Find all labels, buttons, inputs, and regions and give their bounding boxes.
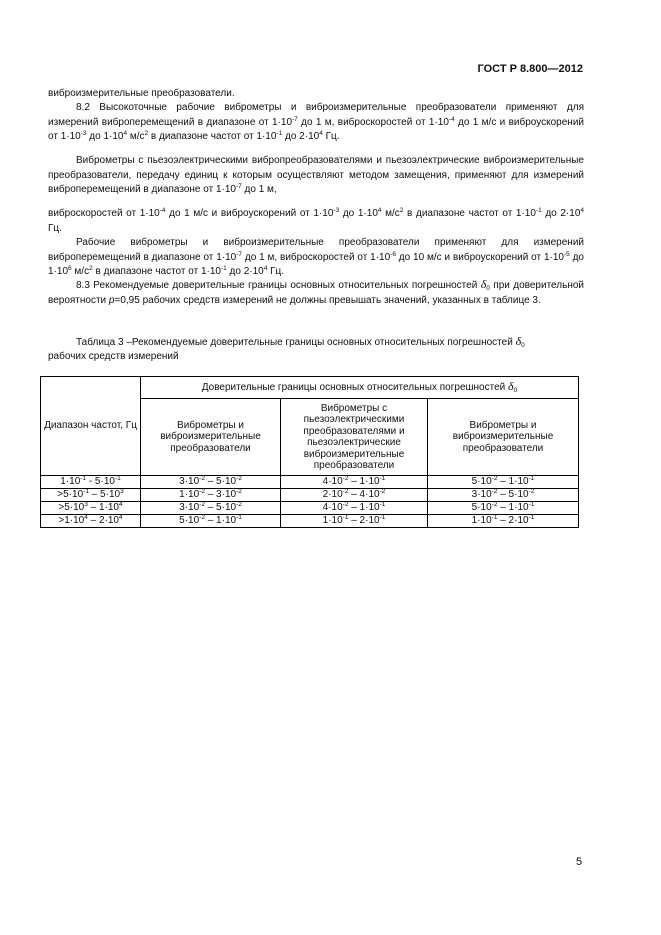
paragraph-8-2: 8.2 Высокоточные рабочие виброметры и виброизмерительные преобразователи применяют для измерений виброперемещений в диапазоне от $1\cdot 10^{-7}$ до 1 м, виброскоростей от $1\cdot 10^{-4}$ до 1 м/с и виброускорений от $1\cdot 10^{-3}$ до $1\cdot 10^4$ $м/с^2$ в диапазоне частот от $1\cdot 10^{-1}$ до $2\cdot 10^4$ Гц. — [48, 102, 584, 143]
header-col-1: Виброметры и виброизмерительные преобразователи — [141, 399, 281, 476]
cell-value: $3\cdot 10^{-2} - 5\cdot 10^{-2}$ — [141, 502, 281, 515]
cell-value: $5\cdot 10^{-2} - 1\cdot 10^{-1}$ — [428, 502, 579, 515]
cell-frequency-range: $>1\cdot 10^4 - 2\cdot 10^4$ — [41, 515, 141, 528]
table-caption: Таблица 3 –Рекомендуемые доверительные границы основных относительных погрешностей $\delta_0$ — [76, 334, 525, 349]
cell-value: $1\cdot 10^{-1} - 2\cdot 10^{-1}$ — [281, 515, 428, 528]
header-group: Доверительные границы основных относительных погрешностей $\delta_0$ — [141, 377, 579, 399]
paragraph-working: Рабочие виброметры и виброизмерительные преобразователи применяют для измерений виброперемещений в диапазоне от $1\cdot 10^{-7}$ до 1 м, виброскоростей от $1\cdot 10^{-6}$ до 10 м/с и виброускорений от $1\cdot 10^{-5}$ до $1\cdot 10^6$ $м/с^2$ в диапазоне частот от $1\cdot 10^{-1}$ до $2\cdot 10^4$ Гц. — [48, 237, 584, 278]
cell-value: $4\cdot 10^{-2} - 1\cdot 10^{-1}$ — [281, 476, 428, 489]
cell-value: $4\cdot 10^{-2} - 1\cdot 10^{-1}$ — [281, 502, 428, 515]
table-3 — [40, 376, 579, 528]
cell-value: $3\cdot 10^{-2} - 5\cdot 10^{-2}$ — [428, 489, 579, 502]
cell-value: $1\cdot 10^{-2} - 3\cdot 10^{-2}$ — [141, 489, 281, 502]
delta-symbol: δ — [480, 277, 487, 291]
cell-value: $3\cdot 10^{-2} - 5\cdot 10^{-2}$ — [141, 476, 281, 489]
document-number: ГОСТ Р 8.800—2012 — [477, 63, 583, 75]
cell-frequency-range: $>5\cdot 10^3 - 1\cdot 10^4$ — [41, 502, 141, 515]
header-col-3: Виброметры и виброизмерительные преобразователи — [428, 399, 579, 476]
page-number: 5 — [576, 856, 583, 868]
paragraph-piezo: Виброметры с пьезоэлектрическими вибропреобразователями и пьезоэлектрические виброизмерительные преобразователи, передачу единиц к которым осуществляют методом замещения, применяют для измерений виброперемещений в диапазоне от $1\cdot 10^{-7}$ до 1 м, — [48, 155, 584, 196]
cell-value: $5\cdot 10^{-2} - 1\cdot 10^{-1}$ — [428, 476, 579, 489]
header-frequency-range: Диапазон частот, Гц — [41, 377, 141, 476]
cell-frequency-range: $>5\cdot 10^{-1} - 5\cdot 10^3$ — [41, 489, 141, 502]
header-col-2: Виброметры с пьезоэлектрическими преобразователями и пьезоэлектрические виброизмерительные преобразователи — [281, 399, 428, 476]
paragraph-piezo-cont: виброскоростей от $1\cdot 10^{-4}$ до 1 м/с и виброускорений от $1\cdot 10^{-3}$ до $1\cdot 10^4$ $м/с^2$ в диапазоне частот от $1\cdot 10^{-1}$ до $2\cdot 10^4$ Гц. — [48, 207, 585, 234]
cell-value: $2\cdot 10^{-2} - 4\cdot 10^{-2}$ — [281, 489, 428, 502]
cell-frequency-range: $1\cdot 10^{-1} - 5\cdot 10^{-1}$ — [41, 476, 141, 489]
table-row — [41, 476, 579, 489]
table-row — [41, 515, 579, 528]
cell-value: $1\cdot 10^{-1} - 2\cdot 10^{-1}$ — [428, 515, 579, 528]
table-row — [41, 489, 579, 502]
table-caption-line2: рабочих средств измерений — [48, 351, 179, 362]
table-row — [41, 502, 579, 515]
paragraph-continuation: виброизмерительные преобразователи. — [48, 88, 235, 99]
cell-value: $5\cdot 10^{-2} - 1\cdot 10^{-1}$ — [141, 515, 281, 528]
table-body — [41, 476, 579, 528]
paragraph-8-3: 8.3 Рекомендуемые доверительные границы основных относительных погрешностей $\delta_0$ при доверительной вероятности р=0,95 рабочих средств измерений не должны превышать значений, указанных в таблице 3. — [48, 277, 584, 306]
